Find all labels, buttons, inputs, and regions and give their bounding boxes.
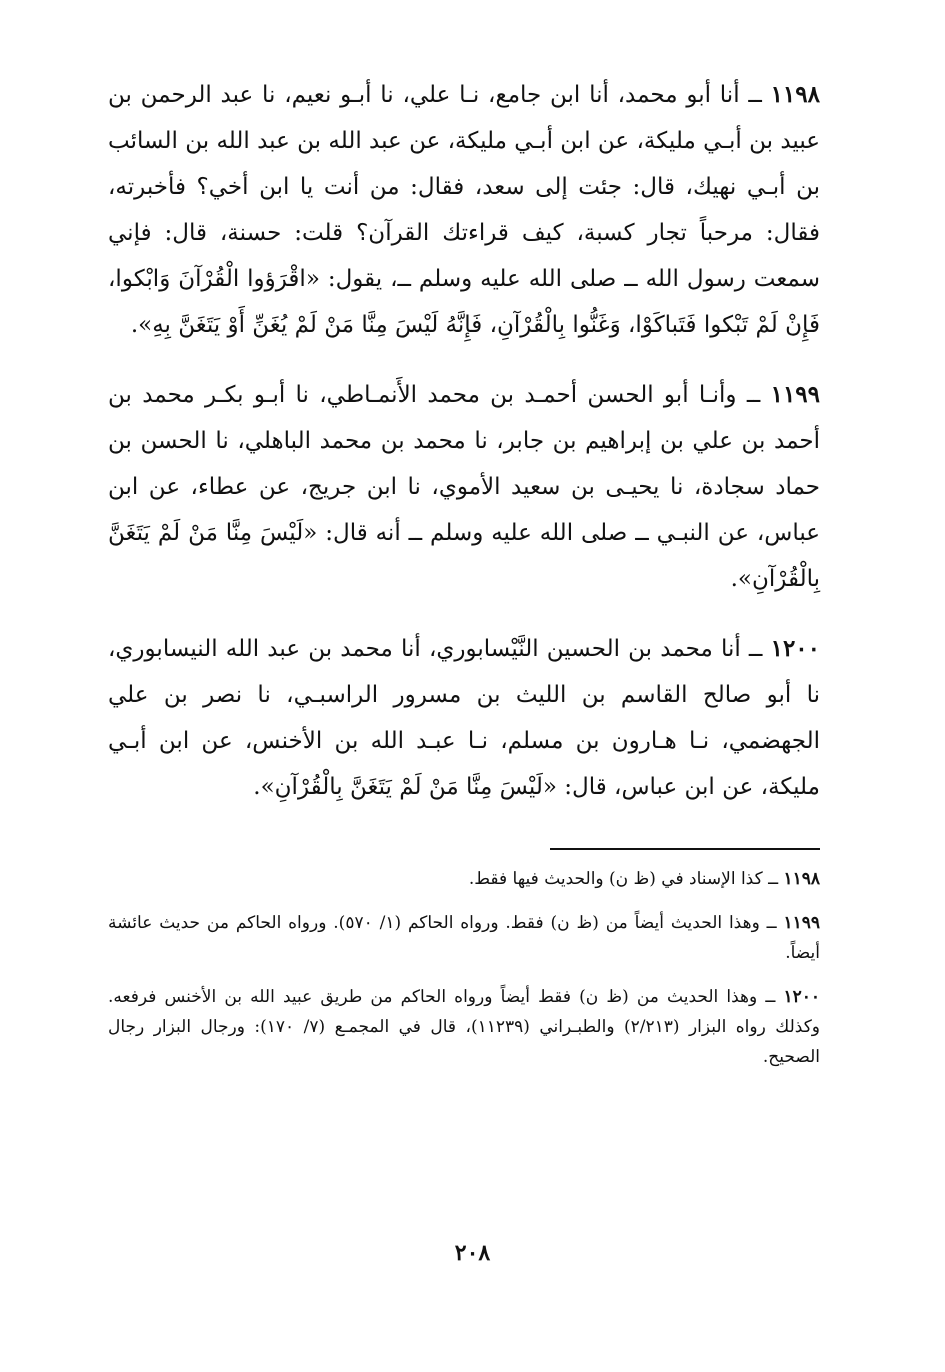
page-body: [108, 72, 820, 1086]
hadith-1198: [108, 72, 820, 348]
footnote-1199: [108, 908, 820, 968]
hadith-text: ــ أنا محمد بن الحسين النَّيْسابوري، أنا محمد بن عبد الله النيسابوري، نا أبو صالح القاسم بن الليث بن مسرور الراسبـي، نا نصر بن علي الجهضمي، نـا هـارون بن مسلم، نـا عبـد الله بن الأخنس، عن ابن أبـي مليكة، عن ابن عباس، قال: «لَيْسَ مِنَّا مَنْ لَمْ يَتَغَنَّ بِالْقُرْآنِ».: [108, 636, 820, 800]
hadith-number: ١١٩٩: [770, 381, 821, 408]
footnote-number: ١٢٠٠: [783, 987, 820, 1007]
hadith-text: ــ وأنـا أبو الحسن أحمـد بن محمد الأَنمـاطي، نا أبـو بكـر محمد بن أحمد بن علي بن إبراهيم بن جابر، نا محمد بن محمد الباهلي، نا الحسن بن حماد سجادة، نا يحيـى بن سعيد الأموي، نا ابن جريج، عن عطاء، عن ابن عباس، عن النبـي ــ صلى الله عليه وسلم ــ أنه قال: «لَيْسَ مِنَّا مَنْ لَمْ يَتَغَنَّ بِالْقُرْآنِ».: [108, 382, 820, 592]
footnote-text: ــ وهذا الحديث من (ظ ن) فقط أيضاً ورواه الحاكم من طريق عبيد الله بن الأخنس فرفعه. وكذلك رواه البزار (٢/٢١٣) والطبـراني (١١٢٣٩)، قال في المجمـع (٧/ ١٧٠): ورجال البزار رجال الصحيح.: [108, 987, 820, 1067]
page-number: ٢٠٨: [454, 1240, 491, 1266]
hadith-1200: [108, 626, 820, 810]
footnote-rule: [550, 848, 820, 850]
hadith-number: ١٢٠٠: [770, 635, 821, 662]
hadith-text: ــ أنا أبو محمد، أنا ابن جامع، نـا علي، نا أبـو نعيم، نا عبد الرحمن بن عبيد بن أبـي مليكة، عن ابن أبـي مليكة، عن عبد الله بن عبد الله بن السائب بن أبـي نهيك، قال: جئت إلى سعد، فقال: من أنت يا ابن أخي؟ فأخبرته، فقال: مرحباً تجار كسبة، كيف قراءتك القرآن؟ قلت: حسنة، قال: فإني سمعت رسول الله ــ صلى الله عليه وسلم ــ، يقول: «اقْرَؤوا الْقُرْآنَ وَابْكوا، فَإِنْ لَمْ تَبْكوا فَتَباكَوْا، وَغَنُّوا بِالْقُرْآنِ، فَإِنَّهُ لَيْسَ مِنَّا مَنْ لَمْ يُغَنِّ أَوْ يَتَغَنَّ بِهِ».: [108, 82, 820, 338]
footnote-1198: [108, 864, 820, 894]
footnote-1200: [108, 982, 820, 1072]
footnote-number: ١١٩٨: [783, 869, 820, 889]
footnote-number: ١١٩٩: [783, 913, 821, 933]
footnote-text: ــ وهذا الحديث أيضاً من (ظ ن) فقط. ورواه الحاكم (١/ ٥٧٠). ورواه الحاكم من حديث عائشة أيضاً.: [108, 913, 820, 963]
footnote-separator: [108, 834, 820, 864]
footnote-text: ــ كذا الإسناد في (ظ ن) والحديث فيها فقط.: [468, 869, 779, 889]
hadith-1199: [108, 372, 820, 602]
hadith-number: ١١٩٨: [770, 81, 820, 108]
